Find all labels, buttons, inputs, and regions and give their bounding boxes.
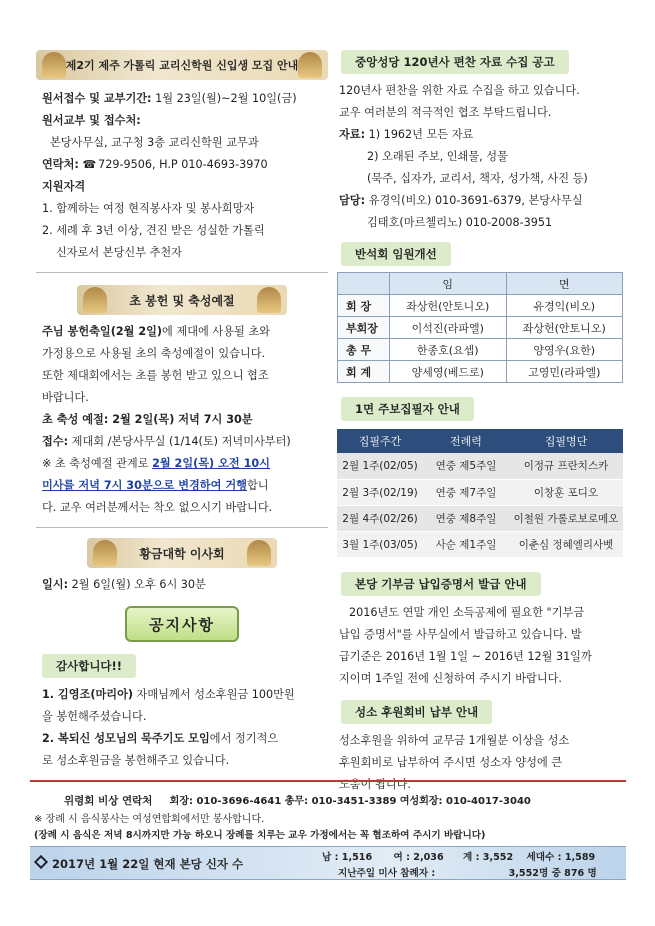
officers-header-0	[338, 273, 390, 295]
qual-2a: 2. 세례 후 3년 이상, 견진 받은 성실한 가톨릭	[42, 224, 265, 237]
candle-banner	[77, 285, 287, 315]
table-row	[337, 505, 623, 531]
writer-name: 이철원 가롤로보로메오	[509, 505, 623, 531]
writers-title: 1면 주보집필자 안내	[355, 402, 460, 416]
candle-note-u2: 미사를 저녁 7시 30분으로 변경하여 거행	[42, 479, 247, 492]
stats-title: 2017년 1월 22일 현재 본당 신자 수	[52, 857, 244, 871]
female-label: 여 :	[393, 852, 410, 863]
funeral-note-1: ※ 장례 시 음식봉사는 여성연합회에서만 봉사합니다.	[34, 814, 265, 825]
receipt-l4: 지이며 1주일 전에 신청하여 주시기 바랍니다.	[339, 671, 562, 685]
candle-rite: 초 축성 예절: 2월 2일(목) 저녁 7시 30분	[42, 413, 253, 426]
stats-bar	[30, 846, 626, 880]
left-column	[36, 50, 328, 772]
right-column	[337, 50, 623, 796]
golden-date-label: 일시:	[42, 578, 69, 591]
thanks-2-bold2: 묵주기도 모임	[141, 732, 210, 745]
table-row	[337, 479, 623, 505]
writers-header-0: 집필주간	[337, 429, 423, 453]
candle-note-c: 다. 교우 여러분께서는 착오 없으시기 바랍니다.	[42, 501, 273, 514]
writer-week: 2월 3주(02/19)	[337, 479, 423, 505]
reception-label: 원서접수 및 교부기간:	[42, 92, 152, 105]
writers-tab	[341, 397, 474, 421]
notice-title: 공지사항	[149, 615, 215, 634]
total-label: 계 :	[463, 852, 480, 863]
officer-dismissed: 양영우(요한)	[506, 339, 623, 361]
female-count: 2,036	[413, 852, 444, 863]
candle-title: 초 봉헌 및 축성예절	[129, 293, 235, 308]
households-label: 세대수 :	[526, 852, 562, 863]
thanks-1-a: 자매님께서 성소후원금 100만원	[133, 688, 295, 701]
writers-header-1: 전례력	[423, 429, 509, 453]
officer-appointed: 양세영(베드로)	[390, 361, 507, 383]
officer-dismissed: 고영민(라파엘)	[506, 361, 623, 383]
history-title: 중앙성당 120년사 편찬 자료 수집 공고	[355, 55, 555, 69]
emergency-value: 회장: 010-3696-4641 총무: 010-3451-3389 여성회장: 010-4017-3040	[169, 796, 531, 807]
diamond-icon	[34, 855, 48, 869]
attend-label: 지난주일 미사 참례자 :	[338, 868, 436, 879]
officers-header-2: 면	[506, 273, 623, 295]
qual-label: 지원자격	[42, 180, 86, 193]
receipt-l2: 납입 증명서"를 사무실에서 발급하고 있습니다. 발	[339, 627, 582, 641]
vocation-l1: 성소후원을 위하여 교무금 1개월분 이상을 성소	[339, 733, 570, 747]
officer-role: 회 장	[338, 295, 390, 317]
vocation-title: 성소 후원회비 납부 안내	[355, 704, 479, 719]
officers-table	[337, 272, 623, 383]
table-row	[338, 317, 623, 339]
officer-appointed: 좌상헌(안토니오)	[390, 295, 507, 317]
officer-appointed: 이석진(라파엘)	[390, 317, 507, 339]
total-count: 3,552	[482, 852, 514, 863]
male-label: 남 :	[322, 852, 339, 863]
male-count: 1,516	[341, 852, 373, 863]
history-mat-2: 2) 오래된 주보, 인쇄물, 성물	[367, 150, 508, 163]
thanks-2-a: 에서 정기적으	[209, 732, 279, 745]
table-row	[337, 531, 623, 557]
golden-banner	[87, 538, 277, 568]
qual-1: 1. 함께하는 여정 현직봉사자 및 봉사희망자	[42, 202, 255, 215]
candle-recv-label: 접수:	[42, 435, 69, 448]
officers-header-1: 임	[390, 273, 507, 295]
history-mgr-label: 담당:	[339, 194, 366, 207]
candle-p1-a: 에 제대에 사용될 초와	[162, 325, 270, 338]
candle-note-u1: 2월 2일(목) 오전 10시	[152, 457, 270, 470]
writer-liturgy: 연중 제5주일	[423, 453, 509, 479]
candle-note-a: ※ 초 축성예절 관계로	[42, 457, 149, 470]
candle-p1-bold: 주님 봉헌축일(2월 2일)	[42, 325, 163, 338]
history-l1: 120년사 편찬을 위한 자료 수집을 하고 있습니다.	[339, 84, 580, 97]
candle-p1-c: 또한 제대회에서는 초를 봉헌 받고 있으니 협조	[42, 369, 269, 382]
writers-header-2: 집필명단	[509, 429, 623, 453]
receipt-l1: 2016년도 연말 개인 소득공제에 필요한 "기부금	[349, 605, 585, 619]
place-label: 원서교부 및 접수처:	[42, 114, 141, 127]
receipt-tab	[341, 572, 541, 596]
thanks-2-b: 로 성소후원금을 봉헌해주고 있습니다.	[42, 754, 230, 767]
phone-icon: ☎	[82, 158, 97, 171]
contact-value: 729-9506, H.P 010-4693-3970	[98, 158, 268, 171]
writer-name: 이춘심 정혜엘리사벳	[509, 531, 623, 557]
receipt-l3: 급기준은 2016년 1월 1일 ~ 2016년 12월 31일까	[339, 649, 592, 663]
thanks-tab	[42, 654, 136, 678]
writer-week: 3월 1주(03/05)	[337, 531, 423, 557]
officers-title: 반석회 임원개선	[355, 247, 437, 261]
officer-role: 총 무	[338, 339, 390, 361]
candle-note-b: 합니	[246, 479, 269, 492]
officer-role: 회 계	[338, 361, 390, 383]
writers-table	[337, 429, 623, 558]
candle-p1-b: 가정용으로 사용될 초의 축성예절이 있습니다.	[42, 347, 266, 360]
writer-liturgy: 연중 제8주일	[423, 505, 509, 531]
vocation-tab	[341, 700, 492, 724]
officer-appointed: 한종호(요셉)	[390, 339, 507, 361]
table-row	[338, 339, 623, 361]
seminary-banner	[36, 50, 328, 80]
vocation-l3: 도움이 됩니다.	[339, 777, 411, 791]
officer-dismissed: 좌상헌(안토니오)	[506, 317, 623, 339]
history-mat-3: (묵주, 십자가, 교리서, 책자, 성가책, 사진 등)	[367, 172, 588, 185]
households-count: 1,589	[564, 852, 596, 863]
contact-label: 연락처:	[42, 158, 79, 171]
emergency-label: 위령회 비상 연락처	[64, 795, 153, 807]
vocation-l2: 후원회비로 납부하여 주시면 성소자 양성에 큰	[339, 755, 563, 769]
writer-liturgy: 연중 제7주일	[423, 479, 509, 505]
history-mat-1: 1) 1962년 모든 자료	[368, 128, 474, 141]
funeral-note-2: (장례 시 음식은 저녁 8시까지만 가능 하오니 장례를 치루는 교우 가정에서는 꼭 협조하여 주시기 바랍니다)	[34, 830, 486, 841]
notice-title-box	[125, 606, 239, 642]
writer-week: 2월 4주(02/26)	[337, 505, 423, 531]
seminary-title: 제2기 제주 가톨릭 교리신학원 신입생 모집 안내	[65, 59, 299, 72]
reception-value: 1월 23일(월)~2월 10일(금)	[155, 92, 297, 105]
table-row	[338, 295, 623, 317]
candle-p1-d: 바랍니다.	[42, 391, 89, 404]
attend-count: 3,552명 중 876 명	[508, 868, 597, 879]
officers-tab	[341, 242, 451, 266]
candle-recv-value: 제대회 /본당사무실 (1/14(토) 저녁미사부터)	[71, 435, 291, 448]
history-mgr-2: 김태호(마르첼리노) 010-2008-3951	[367, 216, 553, 229]
golden-date-value: 2월 6일(월) 오후 6시 30분	[71, 578, 206, 591]
history-mat-label: 자료:	[339, 128, 366, 141]
writer-week: 2월 1주(02/05)	[337, 453, 423, 479]
writer-name: 이창훈 포디오	[509, 479, 623, 505]
receipt-title: 본당 기부금 납입증명서 발급 안내	[355, 576, 527, 591]
officer-role: 부회장	[338, 317, 390, 339]
golden-title: 황금대학 이사회	[139, 546, 225, 561]
thanks-title: 감사합니다!!	[56, 659, 123, 673]
footer	[30, 780, 626, 844]
thanks-1-bold: 1. 김영조(마리아)	[42, 688, 133, 701]
officer-dismissed: 유경익(비오)	[506, 295, 623, 317]
history-tab	[341, 50, 569, 74]
writer-liturgy: 사순 제1주일	[423, 531, 509, 557]
qual-2b: 신자로서 본당신부 추천자	[56, 246, 182, 259]
history-mgr-1: 유경익(비오) 010-3691-6379, 본당사무실	[368, 194, 583, 207]
history-l2: 교우 여러분의 적극적인 협조 부탁드립니다.	[339, 106, 552, 119]
place-value: 본당사무실, 교구청 3층 교리신학원 교무과	[50, 136, 259, 149]
table-row	[337, 453, 623, 479]
thanks-1-b: 을 봉헌해주셨습니다.	[42, 710, 147, 723]
writer-name: 이정규 프란치스카	[509, 453, 623, 479]
thanks-2-bold1: 2. 복되신 성모님의	[42, 732, 138, 745]
table-row	[338, 361, 623, 383]
